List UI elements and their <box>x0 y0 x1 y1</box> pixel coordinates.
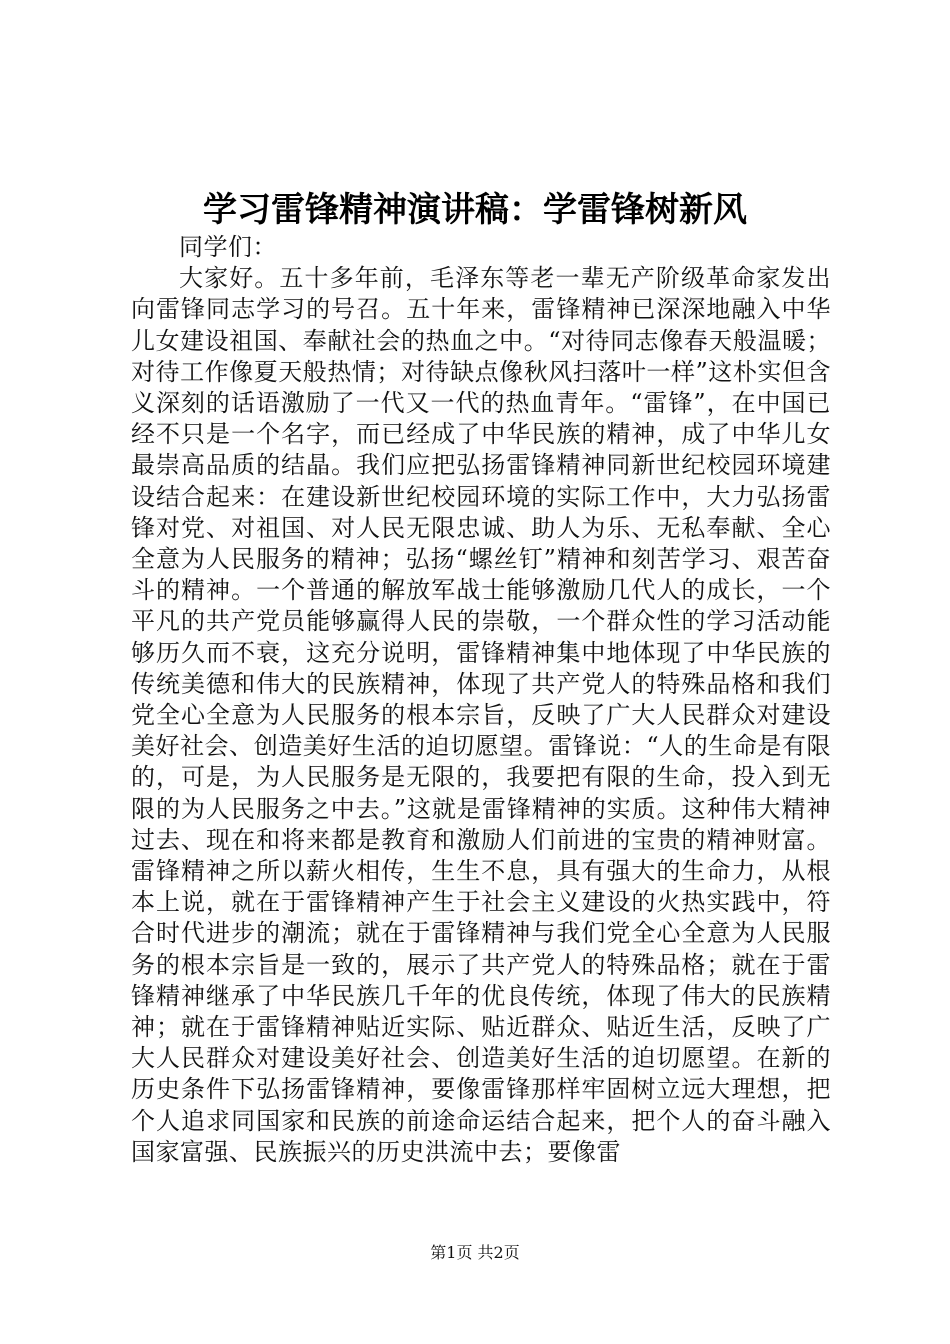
body-paragraph: 大家好。五十多年前，毛泽东等老一辈无产阶级革命家发出向雷锋同志学习的号召。五十年来，雷锋精神已深深地融入中华儿女建设祖国、奉献社会的热血之中。“对待同志像春天般温暖；对待工作像夏天般热情；对待缺点像秋风扫落叶一样”这朴实但含义深刻的话语激励了一代又一代的热血青年。“雷锋”，在中国已经不只是一个名字，而已经成了中华民族的精神，成了中华儿女最崇高品质的结晶。我们应把弘扬雷锋精神同新世纪校园环境建设结合起来：在建设新世纪校园环境的实际工作中，大力弘扬雷锋对党、对祖国、对人民无限忠诚、助人为乐、无私奉献、全心全意为人民服务的精神；弘扬“螺丝钉”精神和刻苦学习、艰苦奋斗的精神。一个普通的解放军战士能够激励几代人的成长，一个平凡的共产党员能够赢得人民的崇敬，一个群众性的学习活动能够历久而不衰，这充分说明，雷锋精神集中地体现了中华民族的传统美德和伟大的民族精神，体现了共产党人的特殊品格和我们党全心全意为人民服务的根本宗旨，反映了广大人民群众对建设美好社会、创造美好生活的迫切愿望。雷锋说：“人的生命是有限的，可是，为人民服务是无限的，我要把有限的生命，投入到无限的为人民服务之中去。”这就是雷锋精神的实质。这种伟大精神过去、现在和将来都是教育和激励人们前进的宝贵的精神财富。雷锋精神之所以薪火相传，生生不息，具有强大的生命力，从根本上说，就在于雷锋精神产生于社会主义建设的火热实践中，符合时代进步的潮流；就在于雷锋精神与我们党全心全意为人民服务的根本宗旨是一致的，展示了共产党人的特殊品格；就在于雷锋精神继承了中华民族几千年的优良传统，体现了伟大的民族精神；就在于雷锋精神贴近实际、贴近群众、贴近生活，反映了广大人民群众对建设美好社会、创造美好生活的迫切愿望。在新的历史条件下弘扬雷锋精神，要像雷锋那样牢固树立远大理想，把个人追求同国家和民族的前途命运结合起来，把个人的奋斗融入国家富强、民族振兴的历史洪流中去；要像雷 <box>131 264 831 1166</box>
page-number-footer: 第1页 共2页 <box>430 1243 520 1262</box>
document-body <box>131 232 831 1168</box>
greeting-line: 同学们： <box>179 233 277 261</box>
document-title: 学习雷锋精神演讲稿：学雷锋树新风 <box>203 190 747 230</box>
